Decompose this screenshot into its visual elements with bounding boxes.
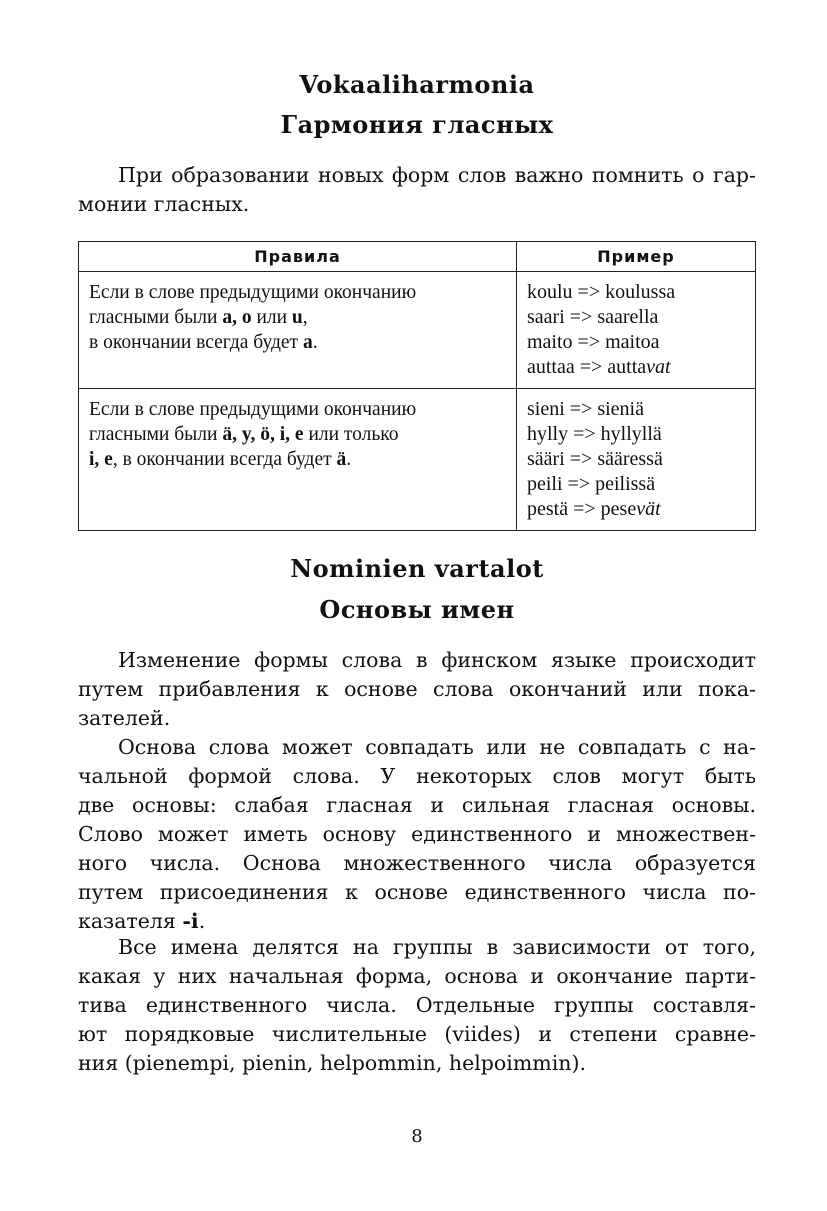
table-row xyxy=(79,389,756,531)
rule-line: гласными были a, o или u, xyxy=(89,307,308,328)
text-line: Изменение формы слова в финском языке происходит xyxy=(118,648,756,672)
example-line: peili => peilissä xyxy=(527,473,656,495)
section-title-finnish: Nominien vartalot xyxy=(290,554,544,583)
example-line: pestä => pesevät xyxy=(527,498,661,520)
rule-line: в окончании всегда будет a. xyxy=(89,332,318,353)
paragraph xyxy=(78,933,756,1078)
section-title-finnish: Vokaaliharmonia xyxy=(299,70,535,99)
text-line: ют порядковые числительные (viides) и степени сравне- xyxy=(78,1022,756,1046)
bold-vowels: u xyxy=(291,307,303,328)
text-line: путем присоединения к основе единственного числа по- xyxy=(78,880,756,904)
italic-ending: vat xyxy=(646,356,671,378)
intro-line: При образовании новых форм слов важно помнить о гар- xyxy=(118,163,756,187)
table-row xyxy=(79,272,756,389)
example-line: sääri => sääressä xyxy=(527,448,663,470)
bold-suffix: -i xyxy=(182,909,199,933)
example-cell xyxy=(517,272,756,389)
bold-vowels: ä xyxy=(336,449,347,470)
header-example: Пример xyxy=(517,242,756,272)
text-line: две основы: слабая гласная и сильная гласная основы. xyxy=(78,793,756,817)
rule-cell xyxy=(79,272,517,389)
table-header-row xyxy=(79,242,756,272)
example-line: saari => saarella xyxy=(527,306,659,328)
header-rules: Правила xyxy=(79,242,517,272)
text-line: ния (pienempi, pienin, helpommin, helpoimmin). xyxy=(78,1051,586,1075)
text-line: чальной формой слова. У некоторых слов могут быть xyxy=(78,764,756,788)
example-line: koulu => koulussa xyxy=(527,281,676,303)
example-line: hylly => hyllyllä xyxy=(527,423,662,445)
paragraph xyxy=(78,733,756,936)
page-number: 8 xyxy=(411,1126,423,1147)
rule-cell xyxy=(79,389,517,531)
italic-ending: vät xyxy=(636,498,661,520)
rule-line: гласными были ä, y, ö, i, e или только xyxy=(89,424,399,445)
text-line: ного числа. Основа множественного числа образуется xyxy=(78,851,756,875)
text-line: казателя -i. xyxy=(78,909,206,933)
rule-line: i, e, в окончании всегда будет ä. xyxy=(89,449,352,470)
bold-vowels: ä, y, ö, i, e xyxy=(222,424,304,445)
example-line: maito => maitoa xyxy=(527,331,660,353)
paragraph xyxy=(78,646,756,733)
text-line: Слово может иметь основу единственного и множествен- xyxy=(78,822,756,846)
example-line: sieni => sieniä xyxy=(527,398,644,420)
text-line: какая у них начальная форма, основа и окончание парти- xyxy=(78,964,756,988)
text-line: путем прибавления к основе слова окончаний или пока- xyxy=(78,677,756,701)
bold-vowels: i, e xyxy=(89,449,113,470)
blank-line xyxy=(89,355,506,380)
intro-paragraph xyxy=(78,161,756,219)
intro-line: монии гласных. xyxy=(78,192,250,216)
rule-line: Если в слове предыдущими окончанию xyxy=(89,399,417,420)
section-title-russian: Основы имен xyxy=(319,595,515,624)
example-cell xyxy=(517,389,756,531)
example-line: auttaa => auttavat xyxy=(527,356,671,378)
text-line: Основа слова может совпадать или не совпадать с на- xyxy=(118,735,756,759)
section-title-russian: Гармония гласных xyxy=(280,110,554,139)
rule-line: Если в слове предыдущими окончанию xyxy=(89,282,417,303)
text-line: Все имена делятся на группы в зависимости от того, xyxy=(118,935,756,959)
bold-vowels: a, o xyxy=(222,307,252,328)
text-line: тива единственного числа. Отдельные группы составля- xyxy=(78,993,756,1017)
bold-vowels: a xyxy=(302,332,313,353)
vowel-harmony-table xyxy=(78,241,756,531)
text-line: зателей. xyxy=(78,706,171,730)
